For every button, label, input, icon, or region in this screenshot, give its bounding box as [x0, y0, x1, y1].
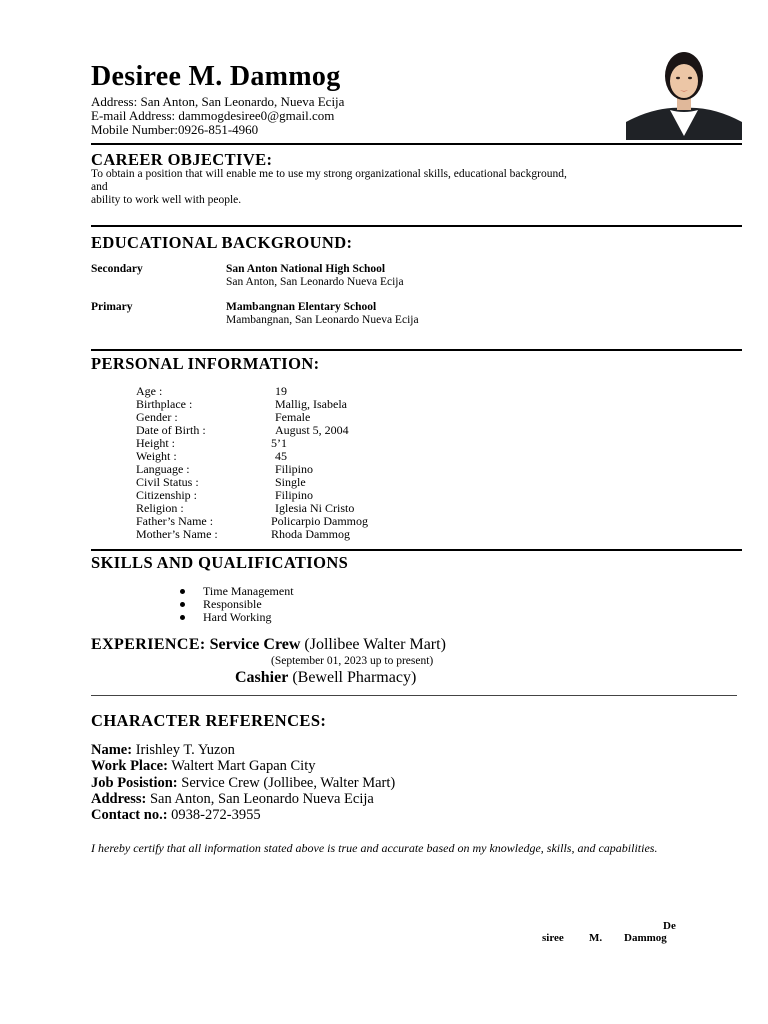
divider [91, 225, 742, 227]
career-objective-heading: CAREER OBJECTIVE: [91, 150, 273, 169]
job-title: Service Crew [209, 636, 301, 653]
job-place: (Jollibee Walter Mart) [304, 636, 446, 653]
personal-info-value: Filipino [275, 488, 314, 502]
education-address: Mambangnan, San Leonardo Nueva Ecija [226, 314, 419, 326]
divider [91, 143, 742, 145]
reference-name: Name: Irishley T. Yuzon [91, 742, 235, 758]
career-objective-line: ability to work well with people. [91, 194, 242, 206]
email-line: E-mail Address: dammogdesiree0@gmail.com [91, 108, 335, 123]
applicant-name: Desiree M. Dammog [91, 61, 341, 92]
education-level: Secondary [91, 263, 143, 275]
personal-info-value: 5’1 [271, 436, 287, 450]
reference-job-position: Job Posistion: Service Crew (Jollibee, Walter Mart) [91, 775, 396, 791]
personal-info-label: Height : [136, 436, 175, 450]
signature-name: M. [589, 932, 603, 944]
personal-info-value: Rhoda Dammog [271, 527, 350, 541]
education-level: Primary [91, 301, 133, 313]
personal-info-value: 45 [275, 449, 287, 463]
signature-name: siree [542, 932, 564, 944]
profile-photo [626, 46, 742, 140]
references-heading: CHARACTER REFERENCES: [91, 711, 327, 730]
personal-info-label: Gender : [136, 410, 178, 424]
bullet-icon [180, 589, 185, 594]
experience-line [235, 669, 416, 687]
personal-info-label: Civil Status : [136, 475, 199, 489]
education-school: San Anton National High School [226, 263, 386, 275]
education-address: San Anton, San Leonardo Nueva Ecija [226, 276, 404, 288]
personal-info-value: 19 [275, 384, 287, 398]
divider [91, 349, 742, 351]
personal-info-value: Single [275, 475, 306, 489]
personal-info-label: Birthplace : [136, 397, 193, 411]
job-title: Cashier [235, 669, 289, 686]
reference-contact: Contact no.: 0938-272-3955 [91, 807, 261, 823]
personal-info-value: Mallig, Isabela [275, 397, 347, 411]
personal-info-value: August 5, 2004 [275, 423, 349, 437]
signature-name: Dammog [624, 932, 667, 944]
bullet-icon [180, 602, 185, 607]
personal-info-value: Iglesia Ni Cristo [275, 501, 355, 515]
job-dates: (September 01, 2023 up to present) [271, 655, 434, 667]
career-objective-line: To obtain a position that will enable me to use my strong organizational skills, educational background, [91, 168, 567, 180]
personal-info-label: Citizenship : [136, 488, 197, 502]
personal-info-value: Filipino [275, 462, 314, 476]
job-place: (Bewell Pharmacy) [292, 669, 417, 686]
personal-info-label: Age : [136, 384, 163, 398]
divider [91, 549, 742, 551]
experience-heading: EXPERIENCE: [91, 636, 206, 653]
personal-info-value: Policarpio Dammog [271, 514, 368, 528]
education-heading: EDUCATIONAL BACKGROUND: [91, 233, 353, 252]
personal-info-heading: PERSONAL INFORMATION: [91, 354, 320, 373]
experience-line [91, 636, 446, 654]
certification-statement: I hereby certify that all information stated above is true and accurate based on my knowledge, skills, and capabilities. [91, 841, 658, 855]
personal-info-label: Language : [136, 462, 190, 476]
personal-info-value: Female [275, 410, 311, 424]
reference-workplace: Work Place: Waltert Mart Gapan City [91, 758, 316, 774]
personal-info-label: Religion : [136, 501, 184, 515]
reference-address: Address: San Anton, San Leonardo Nueva Ecija [91, 791, 374, 807]
skills-heading: SKILLS AND QUALIFICATIONS [91, 553, 349, 572]
education-school: Mambangnan Elentary School [226, 301, 377, 313]
personal-info-label: Weight : [136, 449, 177, 463]
bullet-icon [180, 615, 185, 620]
career-objective-line: and [91, 181, 108, 193]
divider [91, 695, 737, 696]
address-line: Address: San Anton, San Leonardo, Nueva Ecija [91, 94, 345, 109]
personal-info-label: Date of Birth : [136, 423, 206, 437]
personal-info-label: Father’s Name : [136, 514, 214, 528]
signature-name: De [663, 920, 676, 932]
mobile-line: Mobile Number:0926-851-4960 [91, 122, 259, 137]
personal-info-label: Mother’s Name : [136, 527, 218, 541]
